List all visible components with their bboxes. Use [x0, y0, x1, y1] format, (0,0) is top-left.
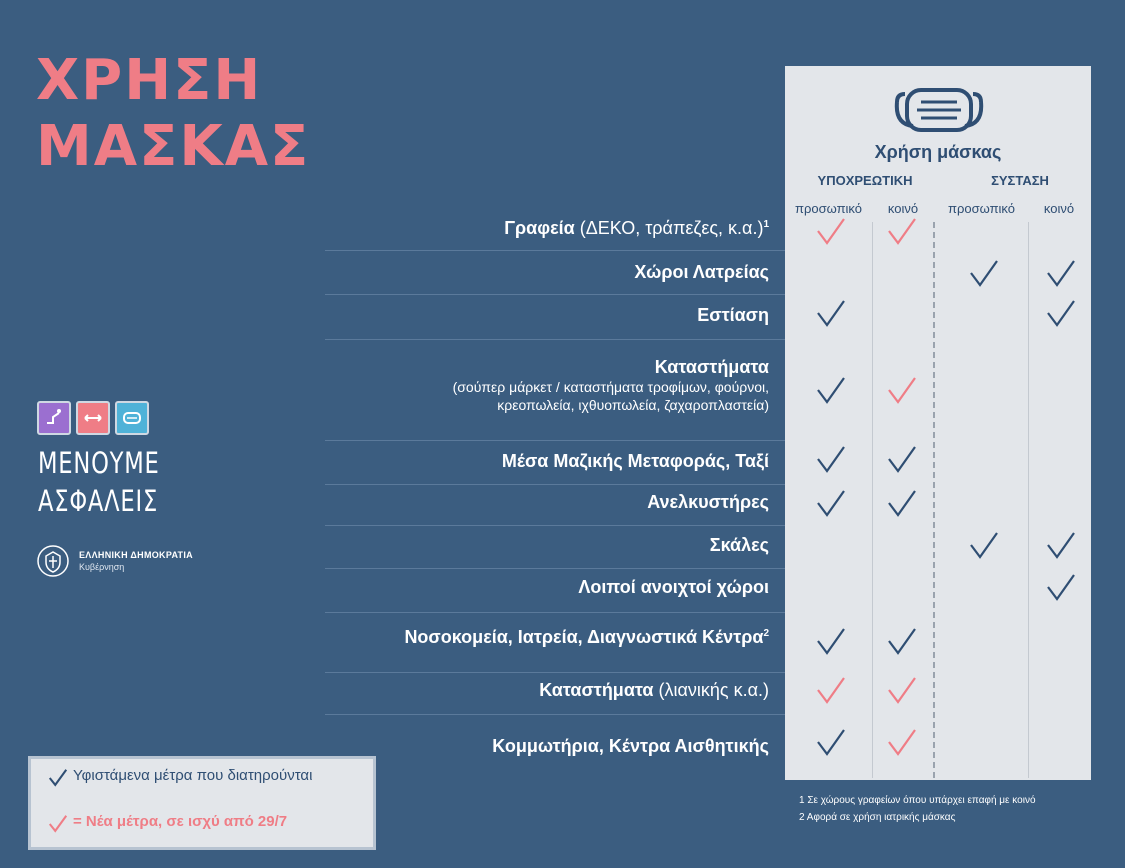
footnote-marker: 2	[763, 628, 769, 639]
row-label-text: Καταστήματα	[654, 357, 769, 377]
row-label-detail: (σούπερ μάρκετ / καταστήματα τροφίμων, φούρνοι,	[452, 379, 769, 395]
existing-measure-check-icon	[886, 488, 918, 520]
government-sub: Κυβέρνηση	[79, 562, 125, 572]
table-title: Χρήση μάσκας	[874, 142, 1002, 162]
new-measure-check-icon	[886, 216, 918, 248]
government-name: ΕΛΛΗΝΙΚΗ ΔΗΜΟΚΡΑΤΙΑ	[79, 550, 193, 560]
row-divider	[325, 440, 785, 441]
campaign-slogan	[38, 444, 160, 520]
new-measure-check-icon	[886, 375, 918, 407]
existing-measure-check-icon	[815, 375, 847, 407]
row-label-stairs: Σκάλες	[709, 535, 769, 555]
existing-measure-check-icon	[968, 258, 1000, 290]
column-header-public: κοινό	[1043, 201, 1075, 216]
row-divider	[325, 612, 785, 613]
existing-measure-check-icon	[1045, 530, 1077, 562]
row-label-open-spaces: Λοιποί ανοιχτοί χώροι	[578, 577, 769, 597]
row-label-elevators: Ανελκυστήρες	[647, 492, 769, 512]
new-measure-check-icon	[886, 727, 918, 759]
existing-measure-check-icon	[1045, 298, 1077, 330]
group-mandatory: ΥΠΟΧΡΕΩΤΙΚΗ	[817, 173, 913, 188]
row-divider	[325, 484, 785, 485]
row-divider	[325, 568, 785, 569]
group-recommended: ΣΥΣΤΑΣΗ	[991, 173, 1049, 188]
row-divider	[325, 672, 785, 673]
existing-measure-check-icon	[815, 626, 847, 658]
row-label-note: (ΔΕΚΟ, τράπεζες, κ.α.)	[574, 218, 764, 238]
footnote-1: 1 Σε χώρους γραφείων όπου υπάρχει επαφή με κοινό	[799, 795, 1036, 806]
existing-measure-check-icon	[886, 626, 918, 658]
row-label-note: (λιανικής κ.α.)	[653, 680, 769, 700]
check-icon	[47, 813, 69, 835]
new-measure-check-icon	[815, 216, 847, 248]
slogan-line-1: ΜΕΝΟΥΜΕ	[38, 446, 160, 480]
legend-new-label: = Νέα μέτρα, σε ισχύ από 29/7	[73, 813, 288, 830]
footnote-2: 2 Αφορά σε χρήση ιατρικής μάσκας	[799, 812, 956, 823]
distance-icon	[76, 401, 110, 435]
row-divider	[325, 714, 785, 715]
row-label-hospitals	[404, 627, 769, 648]
footnote-marker: 1	[763, 219, 769, 230]
row-label-detail: κρεοπωλεία, ιχθυοπωλεία, ζαχαροπλαστεία)	[497, 397, 769, 413]
mask-icon	[893, 86, 985, 134]
row-label-transport: Μέσα Μαζικής Μεταφοράς, Ταξί	[501, 451, 769, 471]
legend-new	[47, 813, 287, 830]
row-label-text: Νοσοκομεία, Ιατρεία, Διαγνωστικά Κέντρα	[404, 627, 764, 647]
group-separator	[933, 222, 935, 778]
existing-measure-check-icon	[815, 488, 847, 520]
footnotes	[799, 792, 1036, 826]
legend-box	[28, 756, 376, 850]
existing-measure-check-icon	[1045, 572, 1077, 604]
existing-measure-check-icon	[815, 444, 847, 476]
existing-measure-check-icon	[968, 530, 1000, 562]
row-label-text: Καταστήματα	[539, 680, 654, 700]
column-separator	[1028, 222, 1029, 778]
row-divider	[325, 250, 785, 251]
existing-measure-check-icon	[815, 298, 847, 330]
column-header-public: κοινό	[887, 201, 919, 216]
title-line-2: ΜΑΣΚΑΣ	[36, 114, 311, 179]
row-label-salons: Κομμωτήρια, Κέντρα Αισθητικής	[492, 736, 769, 756]
page-title	[36, 48, 310, 180]
new-measure-check-icon	[815, 675, 847, 707]
new-measure-check-icon	[886, 675, 918, 707]
legend-existing	[47, 767, 312, 784]
slogan-line-2: ΑΣΦΑΛΕΙΣ	[38, 484, 159, 518]
row-label-text: Γραφεία	[504, 218, 575, 238]
legend-existing-label: Υφιστάμενα μέτρα που διατηρούνται	[73, 767, 313, 784]
mask-icon	[115, 401, 149, 435]
check-icon	[47, 767, 69, 789]
row-label-food-stores	[453, 357, 769, 414]
row-label-retail	[539, 680, 769, 701]
existing-measure-check-icon	[1045, 258, 1077, 290]
row-divider	[325, 525, 785, 526]
row-divider	[325, 294, 785, 295]
existing-measure-check-icon	[815, 727, 847, 759]
row-label-worship: Χώροι Λατρείας	[634, 262, 769, 282]
hand-wash-icon	[37, 401, 71, 435]
column-separator	[872, 222, 873, 778]
row-label-dining: Εστίαση	[697, 305, 769, 325]
column-header-staff: προσωπικό	[947, 201, 1015, 216]
title-line-1: ΧΡΗΣΗ	[36, 48, 263, 113]
column-header-staff: προσωπικό	[794, 201, 862, 216]
government-emblem-icon	[36, 544, 70, 578]
row-divider	[325, 339, 785, 340]
row-label-offices	[504, 218, 769, 239]
existing-measure-check-icon	[886, 444, 918, 476]
